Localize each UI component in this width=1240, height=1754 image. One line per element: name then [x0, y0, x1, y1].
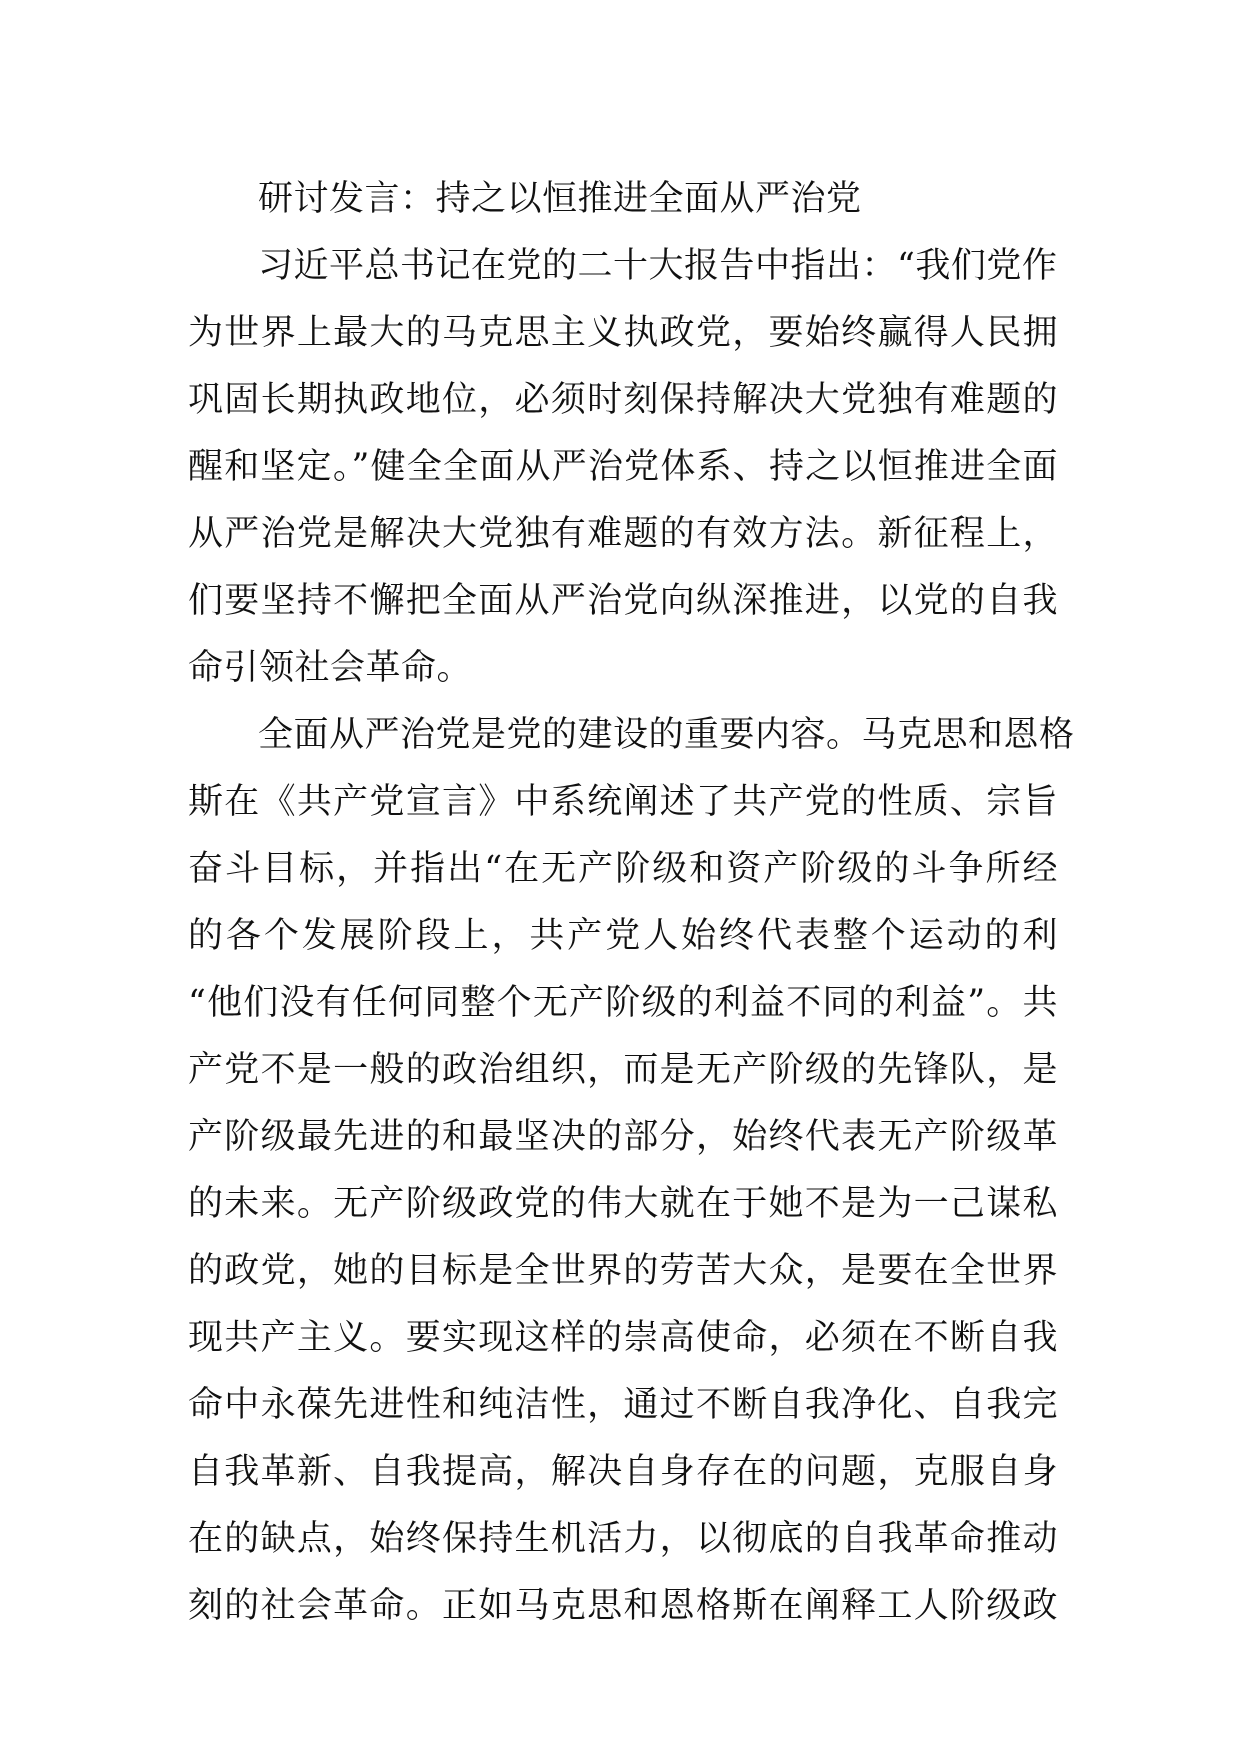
paragraph-1-line: 为世界上最大的马克思主义执政党，要始终赢得人民拥	[188, 313, 1058, 353]
paragraph-2-line: 自我革新、自我提高，解决自身存在的问题，克服自身	[188, 1452, 1058, 1492]
paragraph-1-line: 醒和坚定。”健全全面从严治党体系、持之以恒推进全面	[188, 447, 1058, 487]
paragraph-2-line: 奋斗目标，并指出“在无产阶级和资产阶级的斗争所经	[188, 849, 1058, 889]
paragraph-1-line: 命引领社会革命。	[188, 648, 473, 688]
document-body	[188, 166, 1075, 1640]
document-title: 研讨发言：持之以恒推进全面从严治党	[258, 179, 862, 219]
paragraph-2-line: 的未来。无产阶级政党的伟大就在于她不是为一己谋私	[188, 1184, 1058, 1224]
paragraph-2-line: 斯在《共产党宣言》中系统阐述了共产党的性质、宗旨	[188, 782, 1058, 822]
paragraph-2-line: “他们没有任何同整个无产阶级的利益不同的利益”。共	[188, 983, 1058, 1023]
paragraph-1-line: 习近平总书记在党的二十大报告中指出：“我们党作	[258, 246, 1058, 286]
paragraph-1-line: 巩固长期执政地位，必须时刻保持解决大党独有难题的	[188, 380, 1058, 420]
paragraph-2-line: 在的缺点，始终保持生机活力，以彻底的自我革命推动	[188, 1519, 1058, 1559]
paragraph-2-line: 全面从严治党是党的建设的重要内容。马克思和恩格	[258, 715, 1075, 755]
paragraph-2-line: 刻的社会革命。正如马克思和恩格斯在阐释工人阶级政	[188, 1586, 1058, 1626]
paragraph-2-line: 产阶级最先进的和最坚决的部分，始终代表无产阶级革	[188, 1117, 1058, 1157]
paragraph-2-line: 的政党，她的目标是全世界的劳苦大众，是要在全世界	[188, 1251, 1058, 1291]
paragraph-2-line: 的各个发展阶段上，共产党人始终代表整个运动的利	[188, 916, 1058, 956]
paragraph-1-line: 从严治党是解决大党独有难题的有效方法。新征程上，	[188, 514, 1058, 554]
paragraph-2-line: 现共产主义。要实现这样的崇高使命，必须在不断自我	[188, 1318, 1058, 1358]
paragraph-2-line: 命中永葆先进性和纯洁性，通过不断自我净化、自我完	[188, 1385, 1058, 1425]
paragraph-2-line: 产党不是一般的政治组织，而是无产阶级的先锋队，是	[188, 1050, 1058, 1090]
paragraph-1-line: 们要坚持不懈把全面从严治党向纵深推进，以党的自我	[188, 581, 1058, 621]
